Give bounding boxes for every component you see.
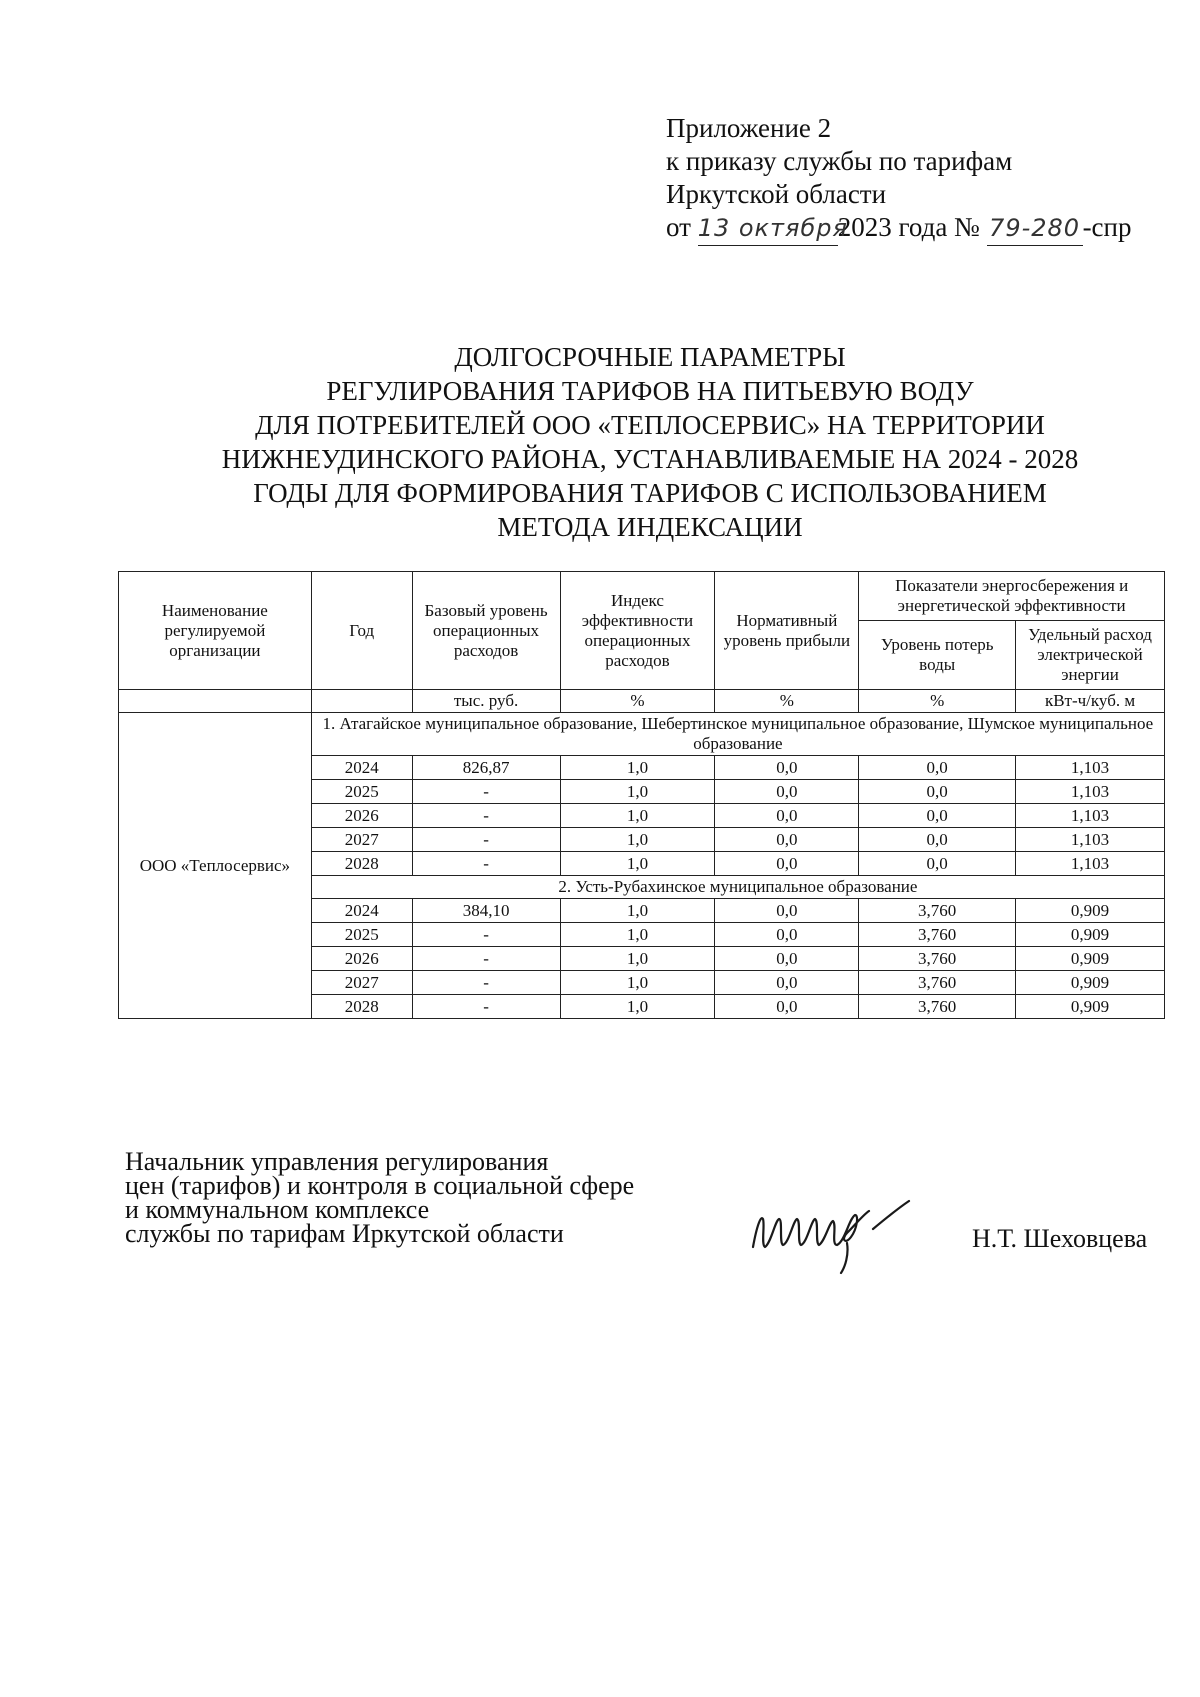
cell-specific: 0,909 (1016, 899, 1165, 923)
cell-specific: 0,909 (1016, 947, 1165, 971)
cell-loss: 3,760 (859, 971, 1016, 995)
cell-index: 1,0 (560, 804, 715, 828)
document-title (200, 340, 1100, 544)
appendix-order-line (666, 211, 1132, 246)
handwritten-signature (745, 1185, 975, 1280)
unit-profit: % (715, 690, 859, 713)
header-org: Наименование регулируемой организации (119, 572, 312, 690)
signer-name: Н.Т. Шеховцева (972, 1224, 1148, 1253)
organization-name: ООО «Теплосервис» (119, 713, 312, 1019)
unit-empty (119, 690, 312, 713)
cell-loss: 3,760 (859, 899, 1016, 923)
cell-loss: 3,760 (859, 923, 1016, 947)
appendix-line-3: Иркутской области (666, 179, 887, 209)
cell-year: 2027 (311, 971, 412, 995)
cell-specific: 1,103 (1016, 828, 1165, 852)
cell-year: 2024 (311, 756, 412, 780)
parameters-table (118, 571, 1165, 1019)
cell-index: 1,0 (560, 756, 715, 780)
cell-profit: 0,0 (715, 899, 859, 923)
title-line-1: ДОЛГОСРОЧНЫЕ ПАРАМЕТРЫ (454, 342, 846, 372)
cell-index: 1,0 (560, 947, 715, 971)
header-water-loss: Уровень потерь воды (859, 621, 1016, 690)
cell-profit: 0,0 (715, 923, 859, 947)
order-number-suffix: -спр (1082, 212, 1132, 242)
appendix-line-1: Приложение 2 (666, 113, 832, 143)
header-year: Год (311, 572, 412, 690)
title-line-4: НИЖНЕУДИНСКОГО РАЙОНА, УСТАНАВЛИВАЕМЫЕ НА 2024 - 2028 (221, 444, 1079, 474)
cell-year: 2026 (311, 804, 412, 828)
cell-index: 1,0 (560, 923, 715, 947)
cell-profit: 0,0 (715, 852, 859, 876)
cell-base: - (412, 995, 560, 1019)
header-base-opex: Базовый уровень операционных расходов (412, 572, 560, 690)
cell-year: 2025 (311, 923, 412, 947)
cell-index: 1,0 (560, 780, 715, 804)
cell-specific: 1,103 (1016, 804, 1165, 828)
header-efficiency-index: Индекс эффективности операционных расходов (560, 572, 715, 690)
signer-line-4: службы по тарифам Иркутской области (125, 1219, 564, 1248)
cell-specific: 1,103 (1016, 756, 1165, 780)
header-profit-level: Нормативный уровень прибыли (715, 572, 859, 690)
cell-specific: 1,103 (1016, 780, 1165, 804)
title-line-6: МЕТОДА ИНДЕКСАЦИИ (497, 512, 803, 542)
order-date-handwritten: 13 октября (698, 212, 838, 246)
cell-index: 1,0 (560, 899, 715, 923)
cell-profit: 0,0 (715, 995, 859, 1019)
title-line-3: ДЛЯ ПОТРЕБИТЕЛЕЙ ООО «ТЕПЛОСЕРВИС» НА ТЕРРИТОРИИ (255, 410, 1045, 440)
unit-loss: % (859, 690, 1016, 713)
cell-specific: 1,103 (1016, 852, 1165, 876)
cell-index: 1,0 (560, 995, 715, 1019)
order-number-handwritten: 79-280 (987, 212, 1083, 246)
cell-base: - (412, 780, 560, 804)
header-specific-energy: Удельный расход электрической энергии (1016, 621, 1165, 690)
cell-profit: 0,0 (715, 780, 859, 804)
cell-year: 2026 (311, 947, 412, 971)
cell-specific: 0,909 (1016, 971, 1165, 995)
cell-index: 1,0 (560, 971, 715, 995)
cell-index: 1,0 (560, 852, 715, 876)
unit-base: тыс. руб. (412, 690, 560, 713)
cell-year: 2024 (311, 899, 412, 923)
signer-line-1: Начальник управления регулирования (125, 1147, 549, 1176)
cell-profit: 0,0 (715, 828, 859, 852)
appendix-header (666, 112, 1132, 246)
cell-base: - (412, 804, 560, 828)
cell-index: 1,0 (560, 828, 715, 852)
order-year: 2023 года № (837, 212, 980, 242)
unit-empty (311, 690, 412, 713)
cell-base: 826,87 (412, 756, 560, 780)
cell-base: - (412, 923, 560, 947)
cell-specific: 0,909 (1016, 995, 1165, 1019)
cell-loss: 0,0 (859, 804, 1016, 828)
order-date-prefix: от (666, 212, 691, 242)
cell-specific: 0,909 (1016, 923, 1165, 947)
cell-base: - (412, 828, 560, 852)
cell-base: - (412, 947, 560, 971)
cell-year: 2028 (311, 995, 412, 1019)
cell-loss: 0,0 (859, 780, 1016, 804)
cell-loss: 3,760 (859, 995, 1016, 1019)
signer-line-2: цен (тарифов) и контроля в социальной сфере (125, 1171, 635, 1200)
cell-profit: 0,0 (715, 971, 859, 995)
cell-base: - (412, 971, 560, 995)
title-line-5: ГОДЫ ДЛЯ ФОРМИРОВАНИЯ ТАРИФОВ С ИСПОЛЬЗОВАНИЕМ (253, 478, 1047, 508)
cell-year: 2025 (311, 780, 412, 804)
cell-profit: 0,0 (715, 947, 859, 971)
cell-year: 2027 (311, 828, 412, 852)
cell-loss: 3,760 (859, 947, 1016, 971)
title-line-2: РЕГУЛИРОВАНИЯ ТАРИФОВ НА ПИТЬЕВУЮ ВОДУ (326, 376, 974, 406)
unit-index: % (560, 690, 715, 713)
appendix-line-2: к приказу службы по тарифам (666, 146, 1013, 176)
cell-loss: 0,0 (859, 756, 1016, 780)
cell-loss: 0,0 (859, 852, 1016, 876)
signer-block (125, 1147, 635, 1248)
header-energy-group: Показатели энергосбережения и энергетической эффективности (859, 572, 1165, 621)
section-title: 1. Атагайское муниципальное образование, Шебертинское муниципальное образование, Шумское муниципальное образование (311, 713, 1164, 756)
signer-line-3: и коммунальном комплексе (125, 1195, 430, 1224)
cell-profit: 0,0 (715, 756, 859, 780)
cell-year: 2028 (311, 852, 412, 876)
cell-base: 384,10 (412, 899, 560, 923)
section-title: 2. Усть-Рубахинское муниципальное образование (311, 876, 1164, 899)
cell-loss: 0,0 (859, 828, 1016, 852)
cell-base: - (412, 852, 560, 876)
cell-profit: 0,0 (715, 804, 859, 828)
unit-specific: кВт-ч/куб. м (1016, 690, 1165, 713)
